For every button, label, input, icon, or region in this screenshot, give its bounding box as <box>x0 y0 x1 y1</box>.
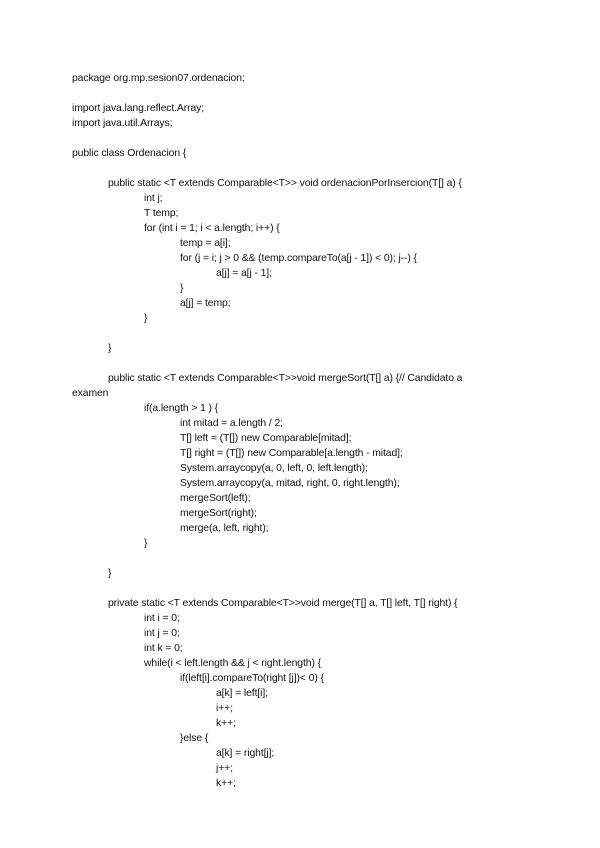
code-line: temp = a[i]; <box>180 238 231 249</box>
code-line: T[] right = (T[]) new Comparable[a.length - mitad]; <box>180 448 403 459</box>
code-line: int mitad = a.length / 2; <box>180 418 283 429</box>
code-line: merge(a, left, right); <box>180 523 269 534</box>
code-line: for (int i = 1; i < a.length; i++) { <box>144 223 280 234</box>
code-line: a[k] = right[j]; <box>216 748 275 759</box>
code-line: System.arraycopy(a, mitad, right, 0, right.length); <box>180 478 400 489</box>
code-line: a[j] = temp; <box>180 298 231 309</box>
code-line: a[j] = a[j - 1]; <box>216 268 272 279</box>
code-line: System.arraycopy(a, 0, left, 0, left.length); <box>180 463 368 474</box>
code-line: k++; <box>216 718 236 729</box>
code-line: mergeSort(left); <box>180 493 251 504</box>
code-line: T[] left = (T[]) new Comparable[mitad]; <box>180 433 352 444</box>
code-line: private static <T extends Comparable<T>>void merge(T[] a, T[] left, T[] right) { <box>108 598 458 609</box>
code-line: public static <T extends Comparable<T>>void mergeSort(T[] a) {// Candidato a <box>108 373 463 384</box>
code-line: if(a.length > 1 ) { <box>144 403 219 414</box>
code-line: } <box>144 313 148 324</box>
code-line: k++; <box>216 778 236 789</box>
code-line: int i = 0; <box>144 613 180 624</box>
code-line: import java.util.Arrays; <box>72 118 173 129</box>
code-line: } <box>180 283 184 294</box>
code-line: int j; <box>144 193 163 204</box>
code-line: } <box>144 538 148 549</box>
code-line: for (j = i; j > 0 && (temp.compareTo(a[j - 1]) < 0); j--) { <box>180 253 417 264</box>
code-line: int j = 0; <box>144 628 180 639</box>
code-line: i++; <box>216 703 233 714</box>
code-line: a[k] = left[i]; <box>216 688 268 699</box>
code-line: if(left[i].compareTo(right [j])< 0) { <box>180 673 324 684</box>
code-line: package org.mp.sesion07.ordenacion; <box>72 73 245 84</box>
code-line: } <box>108 343 112 354</box>
code-line: import java.lang.reflect.Array; <box>72 103 205 114</box>
code-line: j++; <box>216 763 233 774</box>
code-line: int k = 0; <box>144 643 183 654</box>
code-line: }else { <box>180 733 209 744</box>
code-line: T temp; <box>144 208 179 219</box>
code-line: public static <T extends Comparable<T>> void ordenacionPorInsercion(T[] a) { <box>108 178 462 189</box>
code-line: public class Ordenacion { <box>72 148 187 159</box>
code-line: } <box>108 568 112 579</box>
code-line: mergeSort(right); <box>180 508 257 519</box>
code-line: examen <box>72 388 109 399</box>
code-line: while(i < left.length && j < right.length) { <box>144 658 321 669</box>
